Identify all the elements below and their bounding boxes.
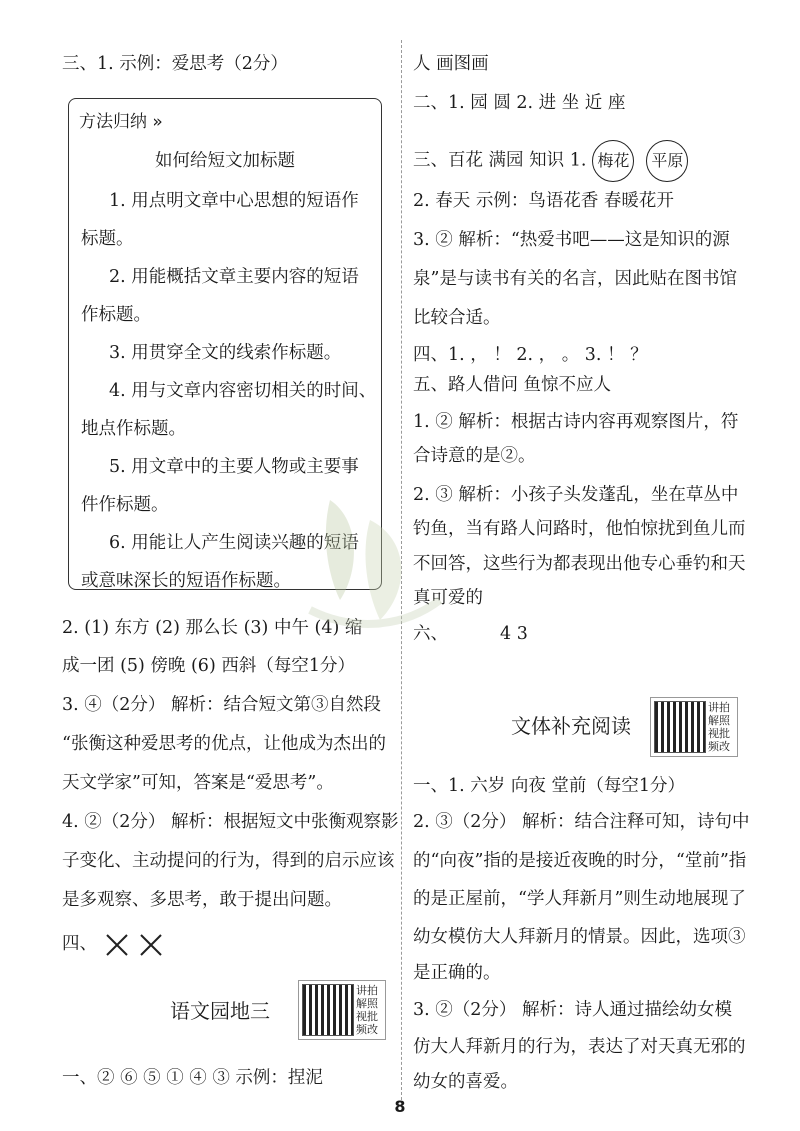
answer-5-2-line3: 不回答，这些行为都表现出他专心垂钓和天 — [413, 554, 746, 574]
method-tag: 方法归纳 » — [79, 112, 163, 132]
answer-3-3-line2: 泉”是与读书有关的名言，因此贴在图书馆 — [413, 269, 737, 289]
method-line: 4. 用与文章内容密切相关的时间、 — [109, 381, 377, 401]
answer-section-2: 二、1. 园 圆 2. 进 坐 近 座 — [413, 93, 626, 113]
answer-section-3 — [413, 140, 688, 182]
answer-4-line3: 是多观察、多思考，敢于提出问题。 — [62, 890, 342, 910]
cross-marks-icon — [103, 933, 167, 957]
qr-block-right — [650, 697, 738, 757]
method-line: 3. 用贯穿全文的线索作标题。 — [109, 343, 342, 363]
method-line: 地点作标题。 — [81, 419, 186, 439]
answer-section-4-punct: 四、1. ， ！ 2. ， 。 3. ！ ？ — [413, 345, 648, 365]
page-number: 8 — [394, 1097, 406, 1116]
answer-4-line1: 4. ②（2分） 解析：根据短文中张衡观察影 — [62, 812, 399, 832]
supp-answer-3-line2: 仿大人拜新月的行为，表达了对天真无邪的 — [413, 1037, 746, 1057]
qr-block-left — [298, 980, 386, 1040]
answer-section-5: 五、路人借问 鱼惊不应人 — [413, 375, 612, 395]
answer-3-line3: 天文学家”可知，答案是“爱思考”。 — [62, 773, 334, 793]
answer-3-2: 2. 春天 示例：鸟语花香 春暖花开 — [413, 191, 674, 211]
method-line: 1. 用点明文章中心思想的短语作 — [109, 191, 359, 211]
supp-answer-3-line3: 幼女的喜爱。 — [413, 1072, 518, 1092]
answer-section-4 — [62, 932, 167, 957]
qr-code-icon[interactable] — [654, 701, 706, 753]
qr-code-icon[interactable] — [302, 984, 354, 1036]
answer-3-1: 三、1. 示例：爱思考（2分） — [62, 54, 288, 74]
answer-continuation: 人 画图画 — [413, 54, 489, 74]
answer-5-2-line4: 真可爱的 — [413, 588, 483, 608]
qr-caption: 讲拍 解照 视批 频改 — [708, 701, 730, 753]
supp-answer-2-line4: 幼女模仿大人拜新月的情景。因此，选项③ — [413, 927, 746, 947]
supp-answer-2-line3: 的是正屋前，“学人拜新月”则生动地展现了 — [413, 889, 746, 909]
method-line: 作标题。 — [81, 305, 151, 325]
qr-caption: 讲拍 解照 视批 频改 — [356, 984, 378, 1036]
method-title: 如何给短文加标题 — [155, 151, 295, 171]
answer-2-line2: 成一团 (5) 傍晚 (6) 西斜（每空1分） — [62, 656, 355, 676]
section-6-values: 4 3 — [500, 624, 528, 644]
supp-answer-2-line1: 2. ③（2分） 解析：结合注释可知，诗句中 — [413, 812, 750, 832]
method-line: 6. 用能让人产生阅读兴趣的短语 — [109, 533, 359, 553]
answer-section-1-last: 一、② ⑥ ⑤ ① ④ ③ 示例：捏泥 — [62, 1068, 323, 1088]
answer-3-3-line3: 比较合适。 — [413, 308, 501, 328]
section-4-label: 四、 — [62, 934, 97, 954]
supp-answer-1: 一、1. 六岁 向夜 堂前（每空1分） — [413, 776, 686, 796]
answer-5-1-line1: 1. ② 解析：根据古诗内容再观察图片，符 — [413, 412, 739, 432]
answer-5-1-line2: 合诗意的是②。 — [413, 446, 536, 466]
supp-answer-2-line5: 是正确的。 — [413, 963, 501, 983]
answer-3-line2: “张衡这种爱思考的优点，让他成为杰出的 — [62, 734, 386, 754]
method-line: 2. 用能概括文章主要内容的短语 — [109, 267, 359, 287]
section-title-yuwenyuandi: 语文园地三 — [170, 999, 270, 1023]
method-line: 标题。 — [81, 229, 134, 249]
method-line: 件作标题。 — [81, 495, 169, 515]
answer-4-line2: 子变化、主动提问的行为，得到的启示应该 — [62, 851, 395, 871]
answer-2-line1: 2. (1) 东方 (2) 那么长 (3) 中午 (4) 缩 — [62, 618, 363, 638]
section-3-text: 三、百花 满园 知识 1. — [413, 150, 587, 171]
answer-3-3-line1: 3. ② 解析：“热爱书吧——这是知识的源 — [413, 230, 730, 250]
answer-5-2-line1: 2. ③ 解析：小孩子头发蓬乱，坐在草丛中 — [413, 485, 739, 505]
circled-answer: 梅花 — [592, 140, 634, 182]
circled-answer: 平原 — [646, 140, 688, 182]
method-line: 5. 用文章中的主要人物或主要事 — [109, 457, 359, 477]
section-6-label: 六、 — [413, 624, 448, 644]
section-title-wenti: 文体补充阅读 — [511, 714, 631, 738]
method-line: 或意味深长的短语作标题。 — [81, 571, 291, 591]
supp-answer-2-line2: 的“向夜”指的是接近夜晚的时分，“堂前”指 — [413, 851, 747, 871]
supp-answer-3-line1: 3. ②（2分） 解析：诗人通过描绘幼女模 — [413, 1000, 732, 1020]
watermark-logo-icon — [290, 480, 450, 660]
answer-3-line1: 3. ④（2分） 解析：结合短文第③自然段 — [62, 695, 381, 715]
answer-5-2-line2: 钓鱼，当有路人问路时，他怕惊扰到鱼儿而 — [413, 519, 746, 539]
